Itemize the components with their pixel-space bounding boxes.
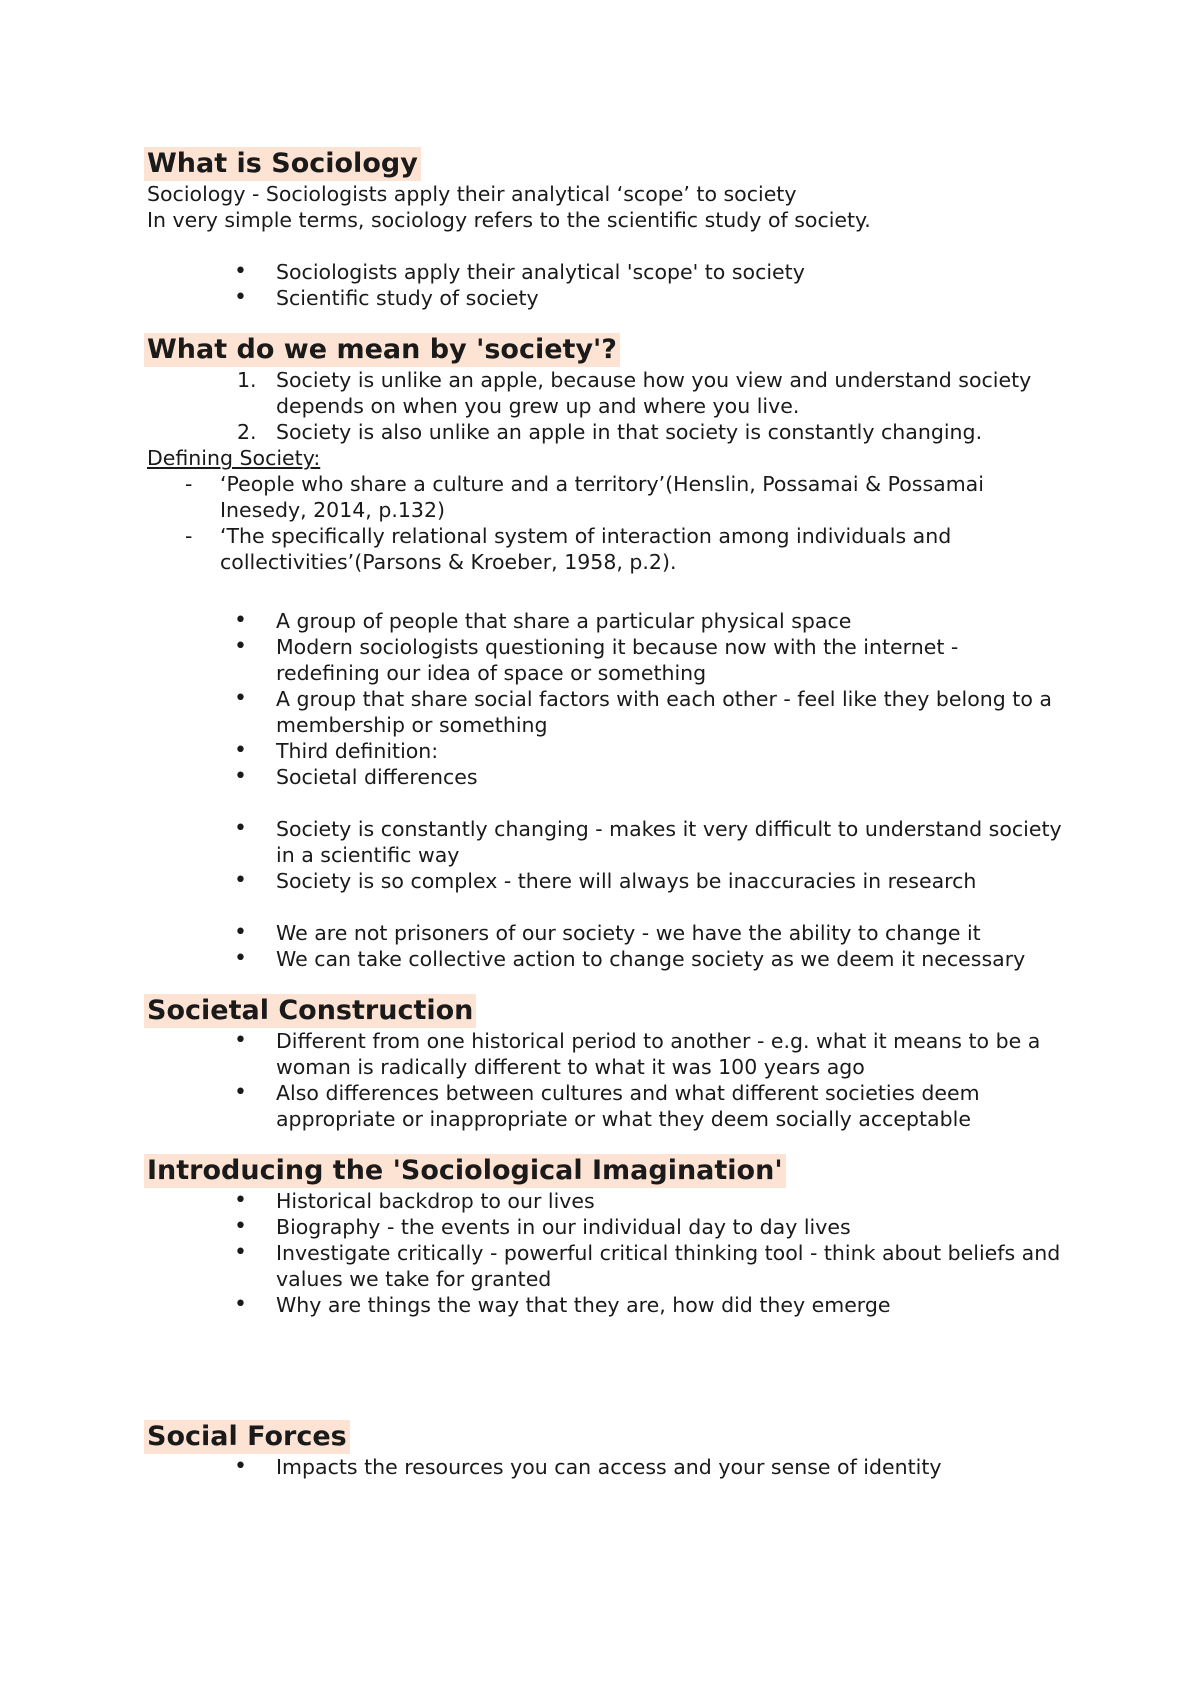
list-item: • Impacts the resources you can access and your sense of identity [234, 1454, 942, 1479]
list-item: • Scientific study of society [234, 285, 539, 310]
heading-what-is-sociology: What is Sociology [144, 147, 421, 181]
list-item: • Third definition: [234, 738, 439, 763]
document-body [147, 147, 1067, 1480]
heading-societal-construction: Societal Construction [144, 994, 476, 1028]
bullet-icon: • [234, 686, 247, 711]
numbered-item: 2. Society is also unlike an apple in that society is constantly changing. [237, 420, 983, 444]
bullet-icon: • [234, 920, 247, 945]
bullet-icon: • [234, 634, 247, 659]
numbered-item: 1. Society is unlike an apple, because how you view and understand society depends on when you grew up and where you live. [237, 368, 1032, 418]
bullet-icon: • [234, 285, 247, 310]
definition-item: - ‘People who share a culture and a territory’(Henslin, Possamai & Possamai Inesedy, 2014, p.132) [185, 472, 984, 522]
paragraph: Sociology - Sociologists apply their analytical ‘scope’ to society [147, 182, 797, 206]
list-item: • Historical backdrop to our lives [234, 1188, 595, 1213]
bullet-icon: • [234, 1188, 247, 1213]
bullet-icon: • [234, 1214, 247, 1239]
section-social-forces [147, 1420, 1067, 1480]
bullet-icon: • [234, 764, 247, 789]
section-sociological-imagination [147, 1154, 1067, 1318]
paragraph: In very simple terms, sociology refers to the scientific study of society. [147, 208, 871, 232]
list-item: • Society is so complex - there will always be inaccuracies in research [234, 868, 977, 893]
bullet-icon: • [234, 868, 247, 893]
list-item: • Biography - the events in our individual day to day lives [234, 1214, 851, 1239]
bullet-icon: • [234, 608, 247, 633]
bullet-icon: • [234, 946, 247, 971]
list-item: • Investigate critically - powerful critical thinking tool - think about beliefs and values we take for granted [234, 1240, 1061, 1291]
bullet-icon: • [234, 1080, 247, 1105]
list-item: • Societal differences [234, 764, 478, 789]
section-what-is-sociology [147, 147, 1067, 311]
definition-item: - ‘The specifically relational system of interaction among individuals and collectivities’(Parsons & Kroeber, 1958, p.2). [185, 524, 952, 574]
list-item: • Society is constantly changing - makes it very difficult to understand society in a scientific way [234, 816, 1062, 867]
list-item: • We can take collective action to change society as we deem it necessary [234, 946, 1026, 971]
heading-meaning-of-society: What do we mean by 'society'? [144, 333, 620, 367]
list-item: • Sociologists apply their analytical 'scope' to society [234, 259, 805, 284]
bullet-icon: • [234, 1240, 247, 1265]
list-item: • A group that share social factors with each other - feel like they belong to a membership or something [234, 686, 1052, 737]
list-item: • A group of people that share a particular physical space [234, 608, 852, 633]
list-item: • Modern sociologists questioning it because now with the internet - redefining our idea of space or something [234, 634, 959, 685]
heading-social-forces: Social Forces [144, 1420, 350, 1454]
list-item: • Different from one historical period to another - e.g. what it means to be a woman is radically different to what it was 100 years ago [234, 1028, 1041, 1079]
bullet-icon: • [234, 738, 247, 763]
section-societal-construction [147, 994, 1067, 1132]
bullet-icon: • [234, 259, 247, 284]
bullet-icon: • [234, 1454, 247, 1479]
list-item: • Also differences between cultures and what different societies deem appropriate or inappropriate or what they deem socially acceptable [234, 1080, 980, 1131]
heading-sociological-imagination: Introducing the 'Sociological Imagination' [144, 1154, 786, 1188]
bullet-icon: • [234, 1292, 247, 1317]
bullet-icon: • [234, 1028, 247, 1053]
bullet-icon: • [234, 816, 247, 841]
list-item: • Why are things the way that they are, how did they emerge [234, 1292, 891, 1317]
list-item: • We are not prisoners of our society - we have the ability to change it [234, 920, 981, 945]
section-meaning-of-society [147, 333, 1067, 972]
defining-society-label: Defining Society: [147, 446, 321, 470]
